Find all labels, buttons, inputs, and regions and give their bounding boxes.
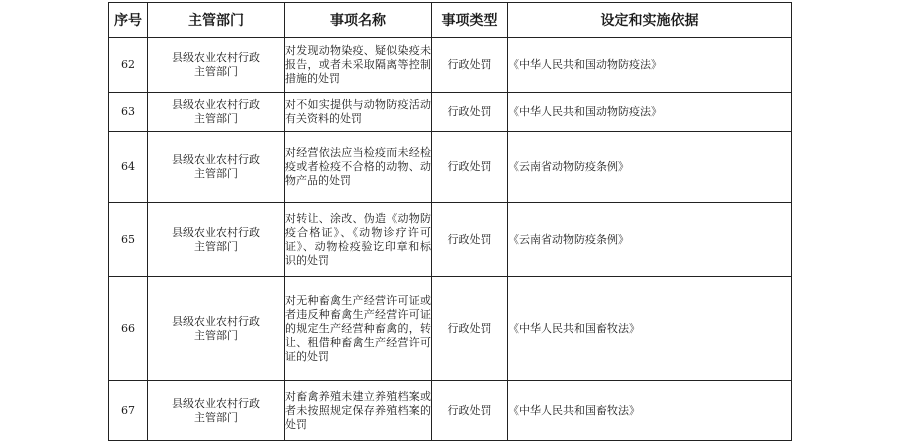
- row-type: 行政处罚: [432, 38, 508, 93]
- row-name: 对发现动物染疫、疑似染疫未报告，或者未采取隔离等控制措施的处罚: [285, 38, 432, 93]
- table-row: [109, 277, 792, 381]
- row-dept-text: 县级农业农村行政主管部门: [172, 314, 260, 342]
- regulation-table: [108, 2, 792, 441]
- table-row: [109, 93, 792, 132]
- row-type: 行政处罚: [432, 132, 508, 203]
- table-row: [109, 203, 792, 277]
- header-basis: 设定和实施依据: [508, 3, 792, 38]
- row-dept: [148, 381, 285, 441]
- table-row: [109, 132, 792, 203]
- header-dept: 主管部门: [148, 3, 285, 38]
- table-header-row: [109, 3, 792, 38]
- row-name: 对转让、涂改、伪造《动物防疫合格证》、《动物诊疗许可证》、动物检疫验讫印章和标识的处罚: [285, 203, 432, 277]
- row-name: 对畜禽养殖未建立养殖档案或者未按照规定保存养殖档案的处罚: [285, 381, 432, 441]
- row-seq: 62: [109, 38, 148, 93]
- row-seq: 64: [109, 132, 148, 203]
- row-type: 行政处罚: [432, 203, 508, 277]
- row-dept: [148, 203, 285, 277]
- row-dept-text: 县级农业农村行政主管部门: [172, 98, 260, 125]
- table-row: [109, 38, 792, 93]
- row-dept: [148, 38, 285, 93]
- row-type: 行政处罚: [432, 381, 508, 441]
- row-seq: 65: [109, 203, 148, 277]
- header-name: 事项名称: [285, 3, 432, 38]
- row-basis: 《中华人民共和国动物防疫法》: [508, 93, 792, 132]
- row-seq: 67: [109, 381, 148, 441]
- row-name: 对不如实提供与动物防疫活动有关资料的处罚: [285, 93, 432, 132]
- row-basis: 《云南省动物防疫条例》: [508, 203, 792, 277]
- row-dept: [148, 277, 285, 381]
- header-type: 事项类型: [432, 3, 508, 38]
- table-row: [109, 381, 792, 441]
- row-dept: [148, 132, 285, 203]
- header-seq: 序号: [109, 3, 148, 38]
- row-basis: 《中华人民共和国畜牧法》: [508, 381, 792, 441]
- row-basis: 《云南省动物防疫条例》: [508, 132, 792, 203]
- row-dept: [148, 93, 285, 132]
- row-name: 对经营依法应当检疫而未经检疫或者检疫不合格的动物、动物产品的处罚: [285, 132, 432, 203]
- row-seq: 63: [109, 93, 148, 132]
- row-seq: 66: [109, 277, 148, 381]
- row-dept-text: 县级农业农村行政主管部门: [172, 51, 260, 78]
- row-basis: 《中华人民共和国动物防疫法》: [508, 38, 792, 93]
- row-type: 行政处罚: [432, 277, 508, 381]
- row-basis: 《中华人民共和国畜牧法》: [508, 277, 792, 381]
- row-name: 对无种畜禽生产经营许可证或者违反种畜禽生产经营许可证的规定生产经营种畜禽的，转让、租借种畜禽生产经营许可证的处罚: [285, 277, 432, 381]
- row-dept-text: 县级农业农村行政主管部门: [172, 225, 260, 253]
- row-dept-text: 县级农业农村行政主管部门: [172, 153, 260, 180]
- row-dept-text: 县级农业农村行政主管部门: [172, 396, 260, 424]
- row-type: 行政处罚: [432, 93, 508, 132]
